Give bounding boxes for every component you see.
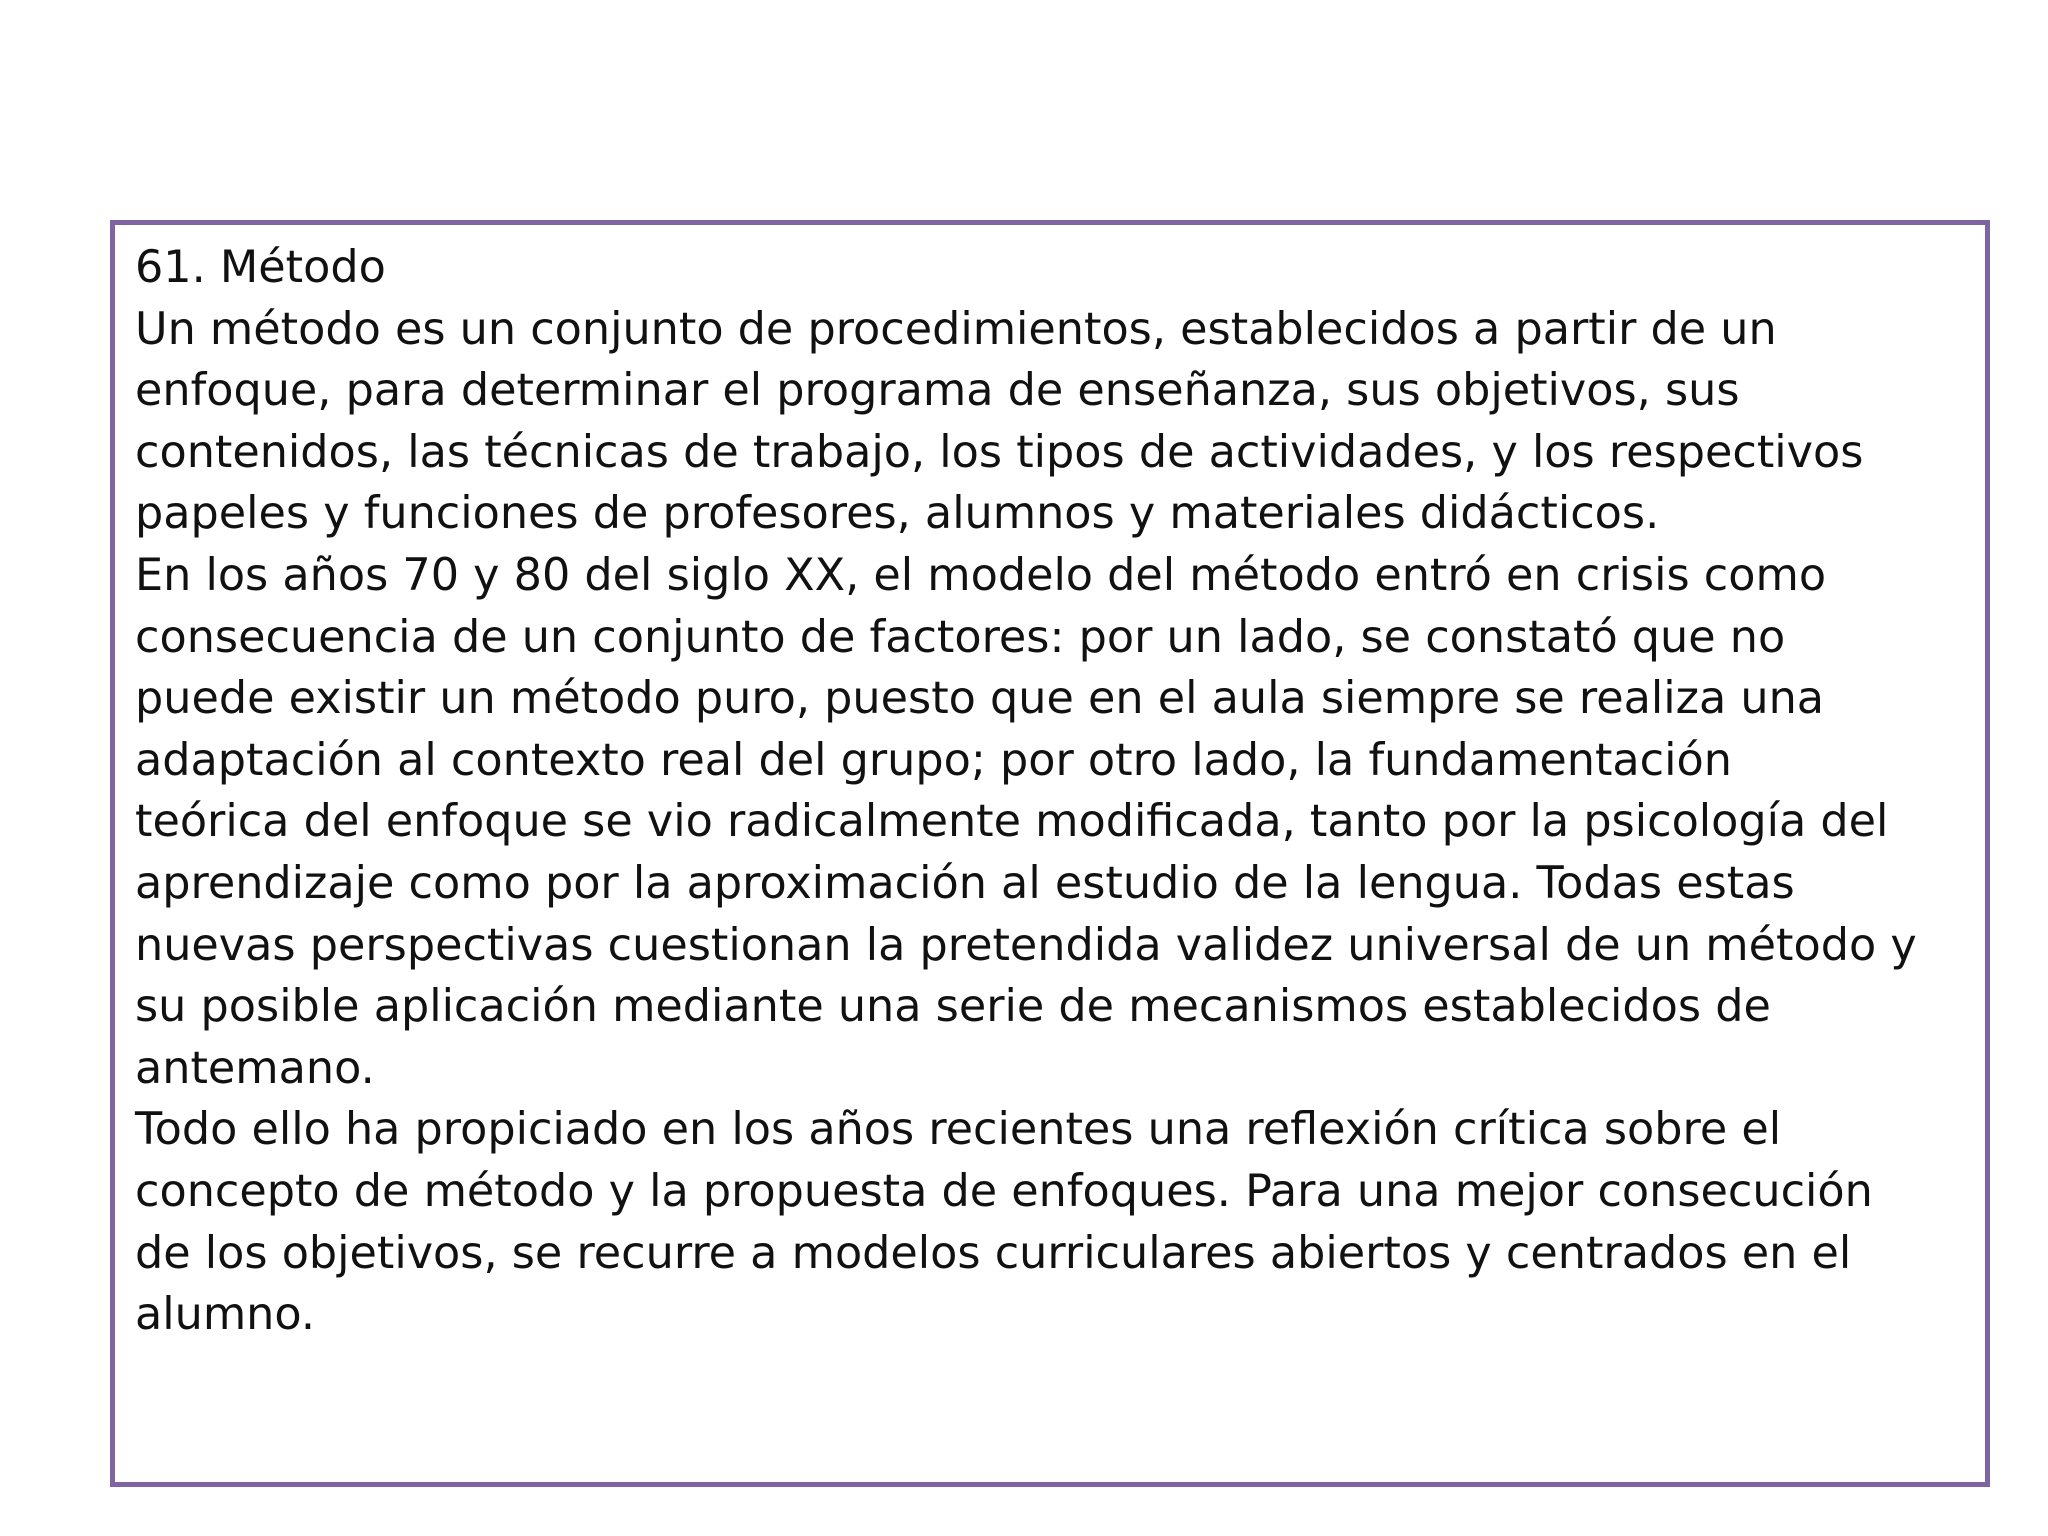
text-line: Todo ello ha propiciado en los años recientes una reflexión crítica sobre el [135,1104,1782,1156]
text-line: antemano. [135,1042,375,1094]
text-line: consecuencia de un conjunto de factores: por un lado, se constató que no [135,611,1786,663]
text-line: alumno. [135,1289,315,1341]
text-line: papeles y funciones de profesores, alumnos y materiales didácticos. [135,488,1660,540]
text-line: concepto de método y la propuesta de enfoques. Para una mejor consecución [135,1165,1873,1217]
text-line: teórica del enfoque se vio radicalmente modificada, tanto por la psicología del [135,796,1889,848]
text-line: En los años 70 y 80 del siglo XX, el modelo del método entró en crisis como [135,549,1827,601]
section-heading: 61. Método [135,242,386,293]
text-line: puede existir un método puro, puesto que en el aula siempre se realiza una [135,673,1825,725]
text-box-frame [110,220,1990,1487]
text-line: su posible aplicación mediante una serie de mecanismos establecidos de [135,981,1771,1033]
text-line: contenidos, las técnicas de trabajo, los tipos de actividades, y los respectivos [135,426,1864,478]
text-line: de los objetivos, se recurre a modelos curriculares abiertos y centrados en el [135,1227,1852,1279]
text-line: nuevas perspectivas cuestionan la pretendida validez universal de un método y [135,919,1917,971]
text-line: adaptación al contexto real del grupo; por otro lado, la fundamentación [135,734,1732,786]
text-line: Un método es un conjunto de procedimientos, establecidos a partir de un [135,303,1777,355]
text-line: aprendizaje como por la aproximación al estudio de la lengua. Todas estas [135,857,1795,909]
text-line: enfoque, para determinar el programa de enseñanza, sus objetivos, sus [135,365,1740,417]
slide-text-body [135,237,1980,1346]
